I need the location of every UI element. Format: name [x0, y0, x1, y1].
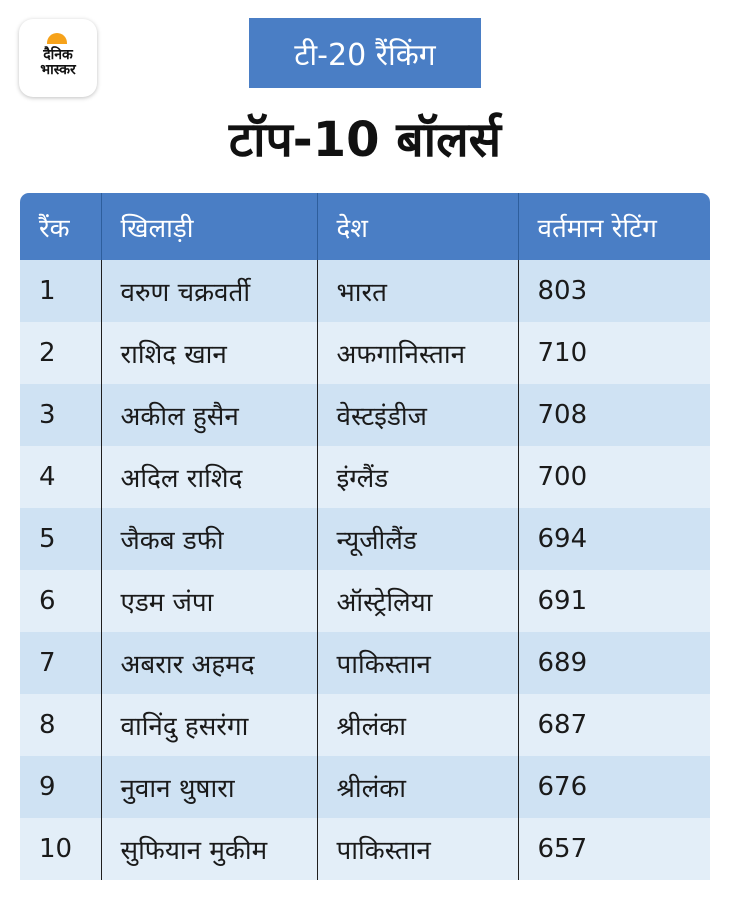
- rating-cell: 710: [518, 322, 710, 384]
- rank-cell: 10: [20, 818, 101, 880]
- player-cell: राशिद खान: [101, 322, 317, 384]
- country-cell: श्रीलंका: [317, 756, 518, 818]
- table-row: [20, 632, 710, 694]
- column-header-rating: वर्तमान रेटिंग: [518, 193, 710, 260]
- column-header-country: देश: [317, 193, 518, 260]
- rating-cell: 803: [518, 260, 710, 322]
- country-cell: वेस्टइंडीज: [317, 384, 518, 446]
- player-cell: अदिल राशिद: [101, 446, 317, 508]
- rating-cell: 708: [518, 384, 710, 446]
- rating-cell: 689: [518, 632, 710, 694]
- table-row: [20, 446, 710, 508]
- table-row: [20, 260, 710, 322]
- rating-cell: 657: [518, 818, 710, 880]
- dainik-bhaskar-logo: [19, 19, 97, 97]
- rankings-table-container: [20, 193, 710, 880]
- country-cell: अफगानिस्तान: [317, 322, 518, 384]
- rating-cell: 687: [518, 694, 710, 756]
- table-row: [20, 694, 710, 756]
- country-cell: इंग्लैंड: [317, 446, 518, 508]
- table-header: [20, 193, 710, 260]
- table-body: [20, 260, 710, 880]
- header-row: [20, 193, 710, 260]
- rating-cell: 691: [518, 570, 710, 632]
- rank-cell: 8: [20, 694, 101, 756]
- table-row: [20, 508, 710, 570]
- country-cell: ऑस्ट्रेलिया: [317, 570, 518, 632]
- table-row: [20, 570, 710, 632]
- player-cell: एडम जंपा: [101, 570, 317, 632]
- table-row: [20, 384, 710, 446]
- player-cell: सुफियान मुकीम: [101, 818, 317, 880]
- page-title: टॉप-10 बॉलर्स: [228, 112, 502, 168]
- country-cell: पाकिस्तान: [317, 632, 518, 694]
- rank-cell: 1: [20, 260, 101, 322]
- rank-cell: 5: [20, 508, 101, 570]
- logo-text-line2: भास्कर: [40, 62, 76, 78]
- player-cell: अकील हुसैन: [101, 384, 317, 446]
- column-header-rank: रैंक: [20, 193, 101, 260]
- player-cell: जैकब डफी: [101, 508, 317, 570]
- table-row: [20, 322, 710, 384]
- rank-cell: 7: [20, 632, 101, 694]
- rating-cell: 694: [518, 508, 710, 570]
- rankings-table: [20, 193, 710, 880]
- rank-cell: 9: [20, 756, 101, 818]
- table-row: [20, 756, 710, 818]
- player-cell: वरुण चक्रवर्ती: [101, 260, 317, 322]
- table-row: [20, 818, 710, 880]
- country-cell: श्रीलंका: [317, 694, 518, 756]
- player-cell: नुवान थुषारा: [101, 756, 317, 818]
- rating-cell: 676: [518, 756, 710, 818]
- rank-cell: 3: [20, 384, 101, 446]
- country-cell: भारत: [317, 260, 518, 322]
- country-cell: न्यूजीलैंड: [317, 508, 518, 570]
- rank-cell: 6: [20, 570, 101, 632]
- column-header-player: खिलाड़ी: [101, 193, 317, 260]
- rank-cell: 2: [20, 322, 101, 384]
- rank-cell: 4: [20, 446, 101, 508]
- rating-cell: 700: [518, 446, 710, 508]
- logo-text-line1: दैनिक: [43, 47, 73, 63]
- ranking-tag: टी-20 रैंकिंग: [249, 18, 481, 88]
- player-cell: वानिंदु हसरंगा: [101, 694, 317, 756]
- player-cell: अबरार अहमद: [101, 632, 317, 694]
- sun-logo-icon: [47, 33, 67, 44]
- country-cell: पाकिस्तान: [317, 818, 518, 880]
